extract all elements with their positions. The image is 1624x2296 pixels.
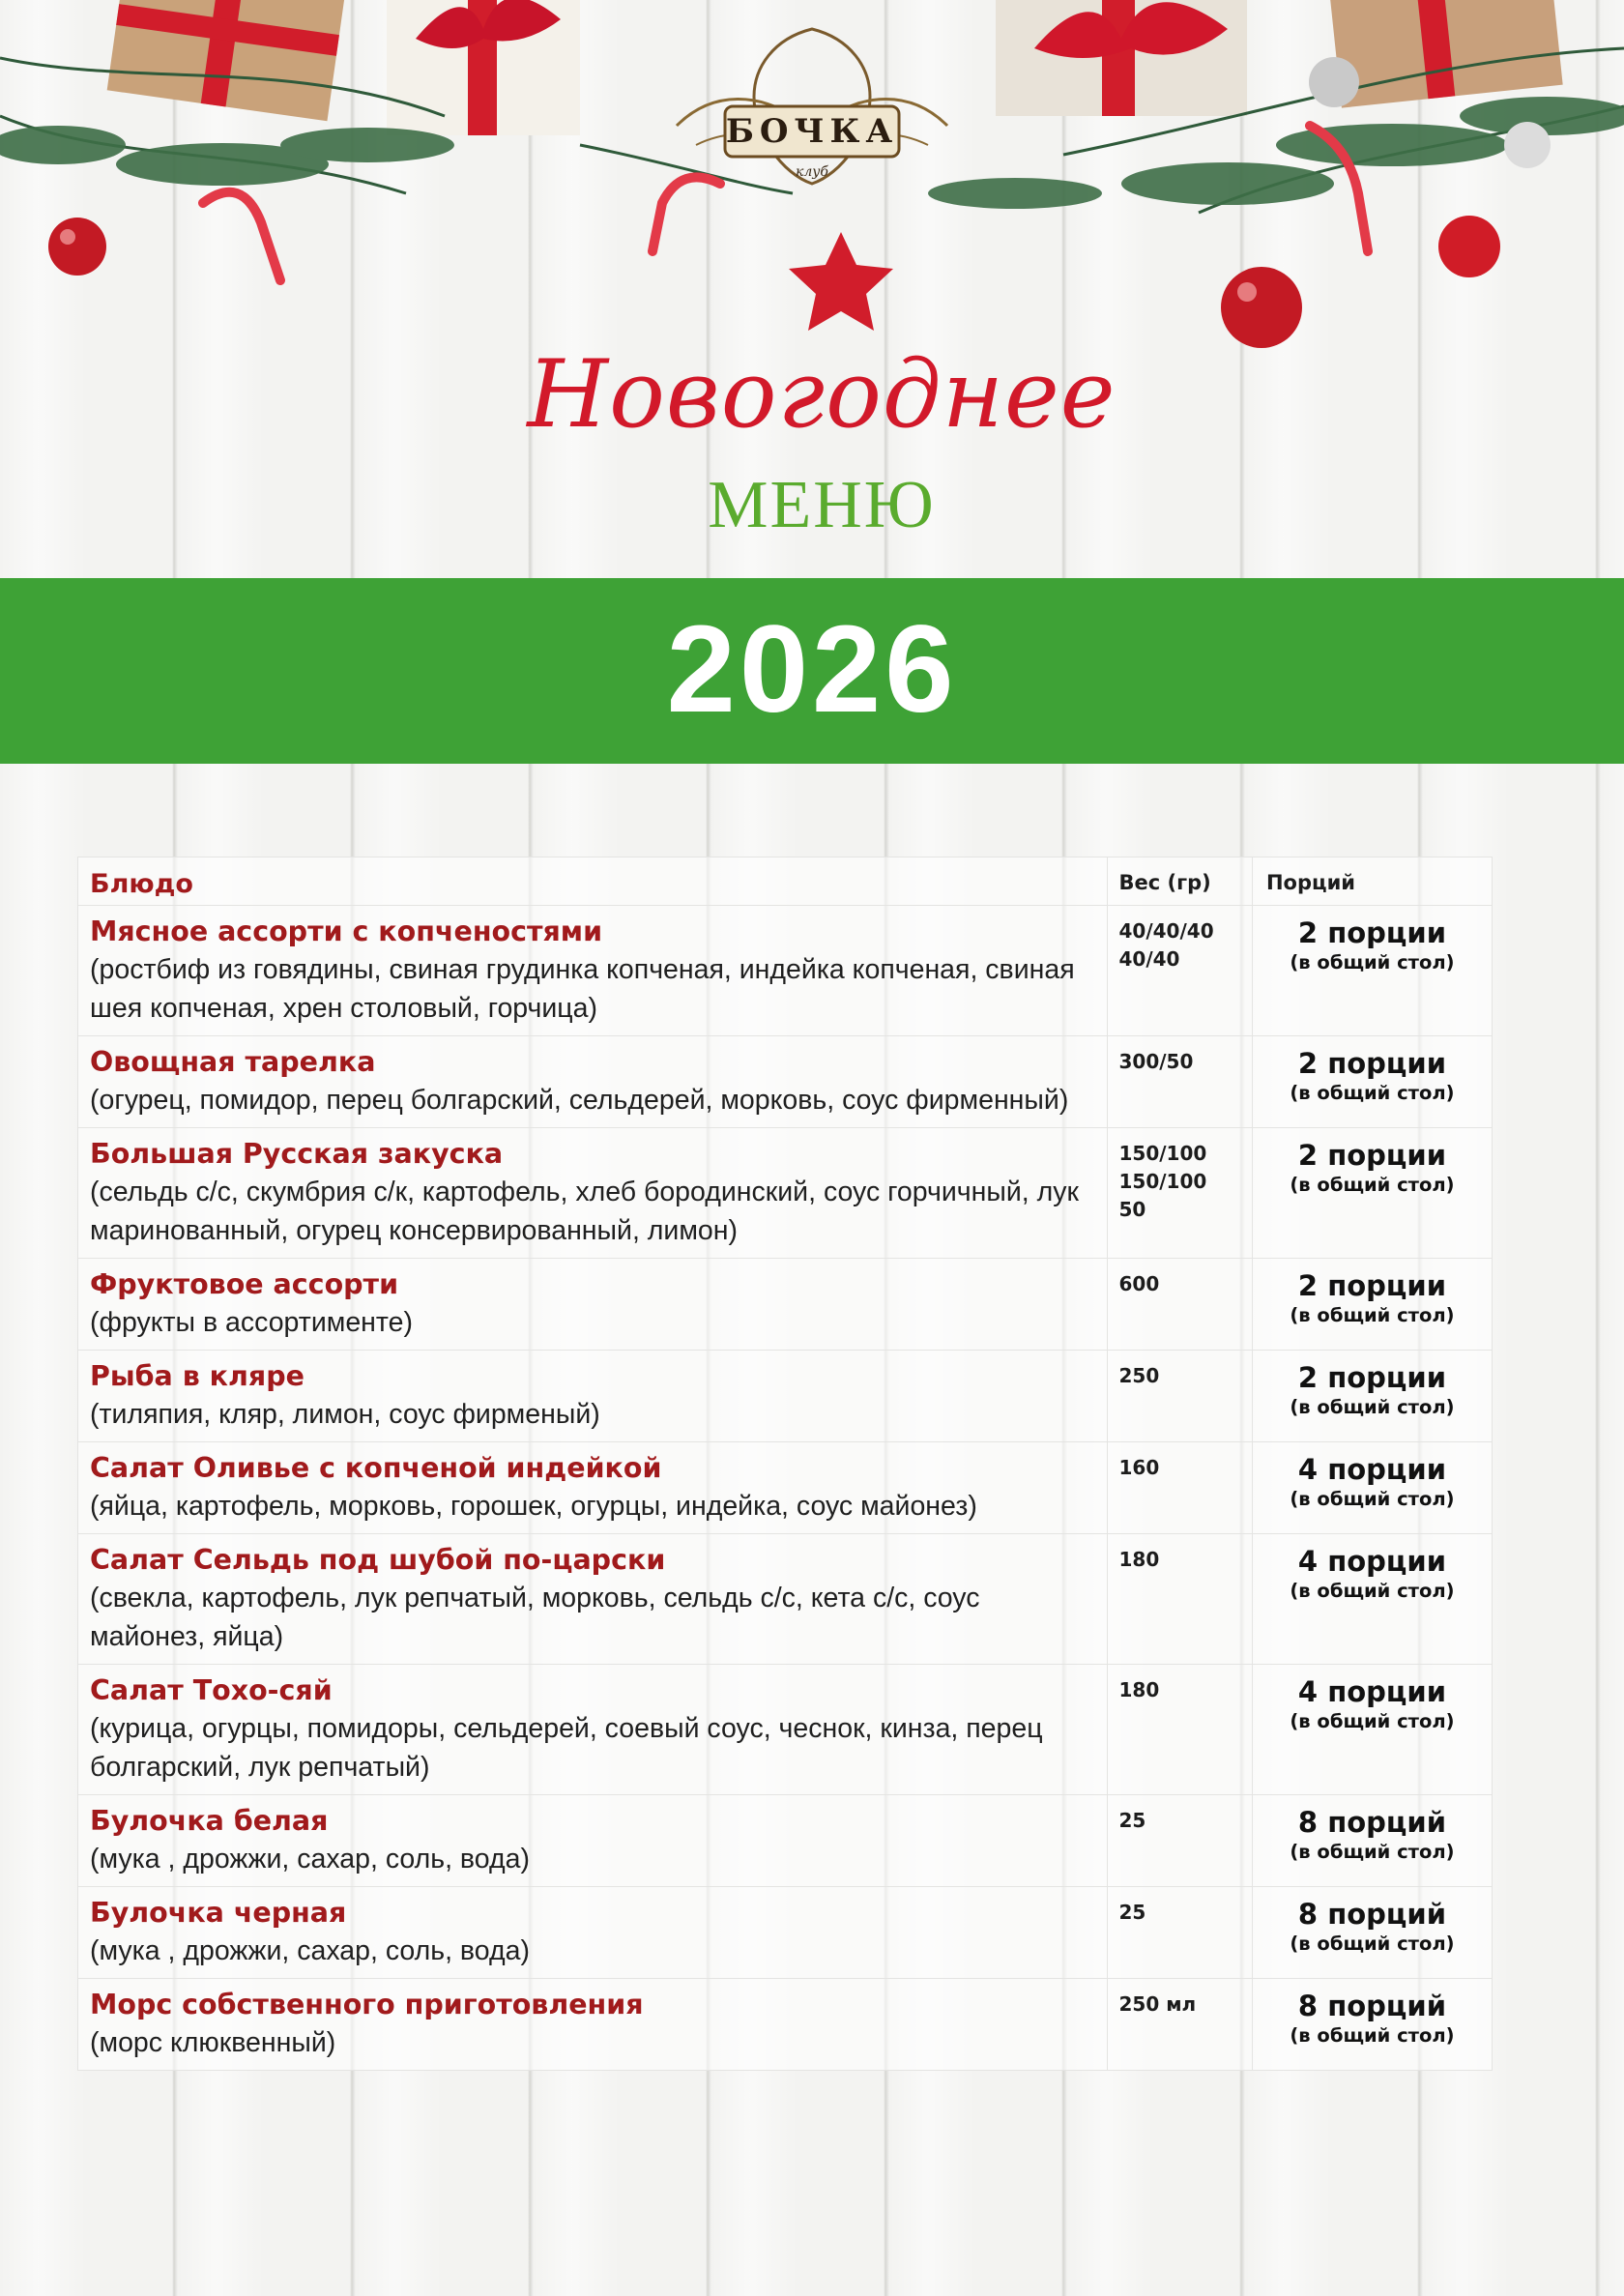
portions-cell [1252, 1795, 1492, 1887]
portion-count: 4 порции [1297, 1675, 1447, 1708]
portion-count: 2 порции [1297, 916, 1447, 949]
dish-description: (тиляпия, кляр, лимон, соус фирменый) [90, 1399, 600, 1430]
weight-value: 250 мл [1118, 1992, 1197, 2016]
page-title: Новогоднее [527, 340, 1116, 449]
dish-description: (морс клюквенный) [90, 2027, 336, 2058]
weight-value: 25 [1118, 1901, 1146, 1924]
weight-value: 150/100 [1118, 1170, 1207, 1193]
weight-cell [1107, 1442, 1252, 1534]
portions-cell [1252, 1665, 1492, 1795]
table-row [78, 906, 1493, 1036]
logo-subtitle: клуб [796, 164, 828, 180]
dish-name: Рыба в кляре [90, 1360, 304, 1392]
header-dish: Блюдо [78, 857, 1108, 906]
portions-cell [1252, 1979, 1492, 2071]
weight-cell [1107, 906, 1252, 1036]
weight-value: 40/40 [1118, 947, 1180, 971]
weight-value: 40/40/40 [1118, 919, 1214, 943]
table-row [78, 1442, 1493, 1534]
dish-name: Овощная тарелка [90, 1046, 376, 1078]
year-label: 2026 [666, 600, 958, 739]
portions-cell [1252, 1351, 1492, 1442]
dish-name: Морс собственного приготовления [90, 1989, 644, 2020]
dish-cell [78, 906, 1108, 1036]
dish-name: Булочка черная [90, 1897, 347, 1929]
weight-value: 600 [1118, 1272, 1160, 1295]
header-portions: Порций [1252, 857, 1492, 906]
logo-name: БОЧКА [725, 112, 899, 151]
portion-count: 8 порций [1297, 1990, 1447, 2022]
weight-cell [1107, 1351, 1252, 1442]
weight-cell [1107, 1887, 1252, 1979]
star-ornament-decoration [789, 232, 893, 331]
portion-note: (в общий стол) [1290, 1580, 1455, 1602]
weight-cell [1107, 1036, 1252, 1128]
portion-note: (в общий стол) [1290, 1710, 1455, 1732]
weight-value: 50 [1118, 1198, 1146, 1221]
weight-cell [1107, 1795, 1252, 1887]
dish-cell [78, 1665, 1108, 1795]
weight-value: 300/50 [1118, 1050, 1194, 1073]
dish-cell [78, 1887, 1108, 1979]
dish-cell [78, 1795, 1108, 1887]
portion-count: 4 порции [1297, 1453, 1447, 1486]
table-row [78, 1979, 1493, 2071]
dish-cell [78, 1036, 1108, 1128]
dish-description: (мука , дрожжи, сахар, соль, вода) [90, 1844, 530, 1875]
dish-cell [78, 1979, 1108, 2071]
dish-description: (сельдь с/с, скумбрия с/к, картофель, хлеб бородинский, соус горчичный, лук маринованный, огурец консервированный, лимон) [90, 1177, 1079, 1246]
portions-cell [1252, 906, 1492, 1036]
dish-cell [78, 1442, 1108, 1534]
dish-cell [78, 1128, 1108, 1259]
weight-cell [1107, 1534, 1252, 1665]
dish-cell [78, 1534, 1108, 1665]
dish-name: Салат Тохо-сяй [90, 1674, 333, 1706]
table-header-row [78, 857, 1493, 906]
weight-value: 250 [1118, 1364, 1160, 1387]
weight-value: 160 [1118, 1456, 1160, 1479]
dish-name: Фруктовое ассорти [90, 1268, 399, 1300]
weight-value: 25 [1118, 1809, 1146, 1832]
weight-cell [1107, 1665, 1252, 1795]
portion-count: 8 порций [1297, 1806, 1447, 1839]
portion-count: 2 порции [1297, 1269, 1447, 1302]
portions-cell [1252, 1887, 1492, 1979]
dish-cell [78, 1351, 1108, 1442]
table-row [78, 1534, 1493, 1665]
portion-note: (в общий стол) [1290, 1488, 1455, 1510]
portions-cell [1252, 1036, 1492, 1128]
portion-note: (в общий стол) [1290, 1933, 1455, 1955]
dish-name: Большая Русская закуска [90, 1138, 504, 1170]
weight-value: 180 [1118, 1678, 1160, 1701]
portion-note: (в общий стол) [1290, 1304, 1455, 1326]
weight-cell [1107, 1128, 1252, 1259]
portion-note: (в общий стол) [1290, 1396, 1455, 1418]
dish-description: (курица, огурцы, помидоры, сельдерей, соевый соус, чеснок, кинза, перец болгарский, лук репчатый) [90, 1713, 1043, 1783]
dish-description: (свекла, картофель, лук репчатый, морковь, сельдь с/с, кета с/с, соус майонез, яйца) [90, 1583, 980, 1652]
club-logo [657, 19, 967, 203]
portion-note: (в общий стол) [1290, 951, 1455, 974]
page-subtitle: МЕНЮ [708, 468, 936, 542]
portion-count: 4 порции [1297, 1545, 1447, 1578]
portions-cell [1252, 1534, 1492, 1665]
portion-count: 8 порций [1297, 1898, 1447, 1931]
year-banner [0, 578, 1624, 764]
portion-note: (в общий стол) [1290, 1174, 1455, 1196]
dish-cell [78, 1259, 1108, 1351]
menu-table [77, 857, 1493, 2071]
table-row [78, 1128, 1493, 1259]
portions-cell [1252, 1259, 1492, 1351]
weight-cell [1107, 1259, 1252, 1351]
dish-description: (фрукты в ассортименте) [90, 1307, 413, 1338]
dish-name: Булочка белая [90, 1805, 329, 1837]
table-row [78, 1665, 1493, 1795]
dish-name: Салат Оливье с копченой индейкой [90, 1452, 662, 1484]
portion-note: (в общий стол) [1290, 2024, 1455, 2047]
weight-value: 150/100 [1118, 1142, 1207, 1165]
portions-cell [1252, 1442, 1492, 1534]
table-row [78, 1795, 1493, 1887]
dish-description: (яйца, картофель, морковь, горошек, огурцы, индейка, соус майонез) [90, 1491, 977, 1522]
dish-description: (огурец, помидор, перец болгарский, сельдерей, морковь, соус фирменный) [90, 1085, 1069, 1116]
weight-cell [1107, 1979, 1252, 2071]
dish-description: (мука , дрожжи, сахар, соль, вода) [90, 1935, 530, 1966]
menu-table-body [78, 906, 1493, 2071]
portion-count: 2 порции [1297, 1361, 1447, 1394]
table-row [78, 1259, 1493, 1351]
dish-name: Мясное ассорти с копченостями [90, 915, 603, 947]
table-row [78, 1036, 1493, 1128]
portion-count: 2 порции [1297, 1139, 1447, 1172]
weight-value: 180 [1118, 1548, 1160, 1571]
portion-count: 2 порции [1297, 1047, 1447, 1080]
table-row [78, 1351, 1493, 1442]
table-row [78, 1887, 1493, 1979]
dish-name: Салат Сельдь под шубой по-царски [90, 1544, 666, 1576]
header-weight: Вес (гр) [1107, 857, 1252, 906]
portions-cell [1252, 1128, 1492, 1259]
portion-note: (в общий стол) [1290, 1841, 1455, 1863]
portion-note: (в общий стол) [1290, 1082, 1455, 1104]
dish-description: (ростбиф из говядины, свиная грудинка копченая, индейка копченая, свиная шея копченая, хрен столовый, горчица) [90, 954, 1075, 1024]
